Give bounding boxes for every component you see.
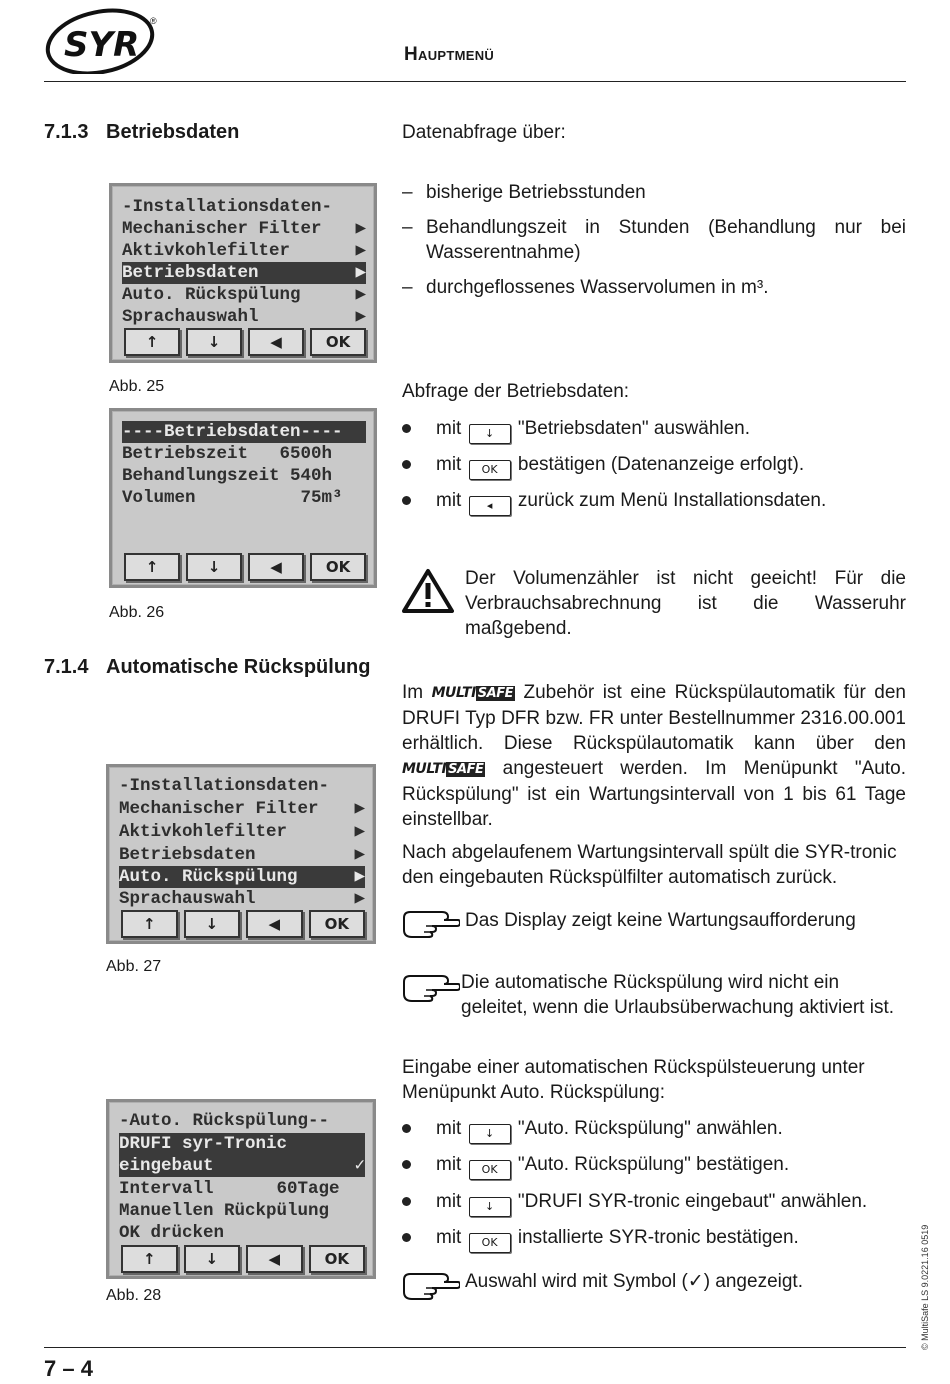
lcd-row: Mechanischer Filter ▶ <box>122 219 366 239</box>
ok-button[interactable]: OK <box>310 328 366 356</box>
ok-button[interactable]: OK <box>310 553 366 581</box>
paragraph-multisafe: Im MULTI SAFE Zubehör ist eine Rückspülautomatik für den DRUFI Typ DFR bzw. FR unter Bestellnummer 2316.00.001 erhältlich. Diese Rückspülautomatik kann über den MULTI SAFE angesteuert werden. Im Menüpunkt "Auto. Rückspülung" ist ein Wartungsintervall von 1 bis 61 Tage einstellbar. <box>402 682 907 830</box>
lcd-button-bar <box>121 910 365 938</box>
lcd-row: -Installationsdaten- <box>119 776 330 796</box>
side-note: © MultiSafe LS 9.0221.16 0519 <box>920 1224 930 1350</box>
abfrage-intro: Abfrage der Betriebsdaten: <box>402 381 630 402</box>
down-key-icon: ↓ <box>469 424 511 444</box>
up-button[interactable]: ↑ <box>121 1245 178 1273</box>
section-number-713: 7.1.3 <box>44 121 89 143</box>
back-button[interactable]: ◀ <box>246 910 303 938</box>
bullet <box>402 460 411 469</box>
section-title-713: Betriebsdaten <box>106 121 240 143</box>
svg-text:®: ® <box>150 16 157 26</box>
lcd-abb28 <box>106 1099 376 1279</box>
pointing-hand-icon <box>402 1270 460 1300</box>
ok-key-icon: OK <box>469 460 511 480</box>
back-button[interactable]: ◀ <box>248 328 304 356</box>
lcd-abb26 <box>109 408 377 588</box>
lcd-row-selected: ----Betriebsdaten---- <box>122 421 366 443</box>
bullet <box>402 1124 411 1133</box>
dash: – <box>402 217 413 238</box>
footer-rule <box>44 1347 906 1348</box>
note-display: Das Display zeigt keine Wartungsaufforderung <box>465 910 856 931</box>
lcd-row-selected: eingebaut ✓ <box>119 1156 365 1176</box>
lcd-row: Sprachauswahl ▶ <box>119 889 365 909</box>
checkmark-icon: ✓ <box>354 1156 365 1176</box>
back-key-icon: ◂ <box>469 496 511 516</box>
warning-icon <box>402 568 454 614</box>
lcd-row: Sprachauswahl ▶ <box>122 307 366 327</box>
section-number-714: 7.1.4 <box>44 656 89 678</box>
down-button[interactable]: ↓ <box>186 553 242 581</box>
back-button[interactable]: ◀ <box>246 1245 303 1273</box>
list-item: Behandlungszeit in Stunden (Behandlung nur bei Wasserentnahme) <box>426 217 906 263</box>
lcd-row: Mechanischer Filter ▶ <box>119 799 365 819</box>
lcd-row-selected: DRUFI syr-Tronic <box>119 1133 365 1155</box>
bullet <box>402 1233 411 1242</box>
datenabfrage-intro: Datenabfrage über: <box>402 122 566 143</box>
note-urlaub: Die automatische Rückspülung wird nicht ein geleitet, wenn die Urlaubsüberwachung aktiviert ist. <box>461 972 895 1018</box>
lcd-abb25 <box>109 183 377 363</box>
step-item: mit OK "Auto. Rückspülung" bestätigen. <box>436 1152 789 1180</box>
eingabe-intro: Eingabe einer automatischen Rückspülsteuerung unter Menüpunkt Auto. Rückspülung: <box>402 1057 865 1103</box>
step-item: mit ↓ "Betriebsdaten" auswählen. <box>436 416 750 444</box>
list-item: durchgeflossenes Wasservolumen in m³. <box>426 277 769 298</box>
step-item: mit OK installierte SYR-tronic bestätigen. <box>436 1225 799 1253</box>
lcd-button-bar <box>124 328 366 356</box>
lcd-row: -Installationsdaten- <box>122 197 333 217</box>
caption-abb26: Abb. 26 <box>109 604 165 621</box>
lcd-row: OK drücken <box>119 1223 225 1243</box>
warning-text: Der Volumenzähler ist nicht geeicht! Für die Verbrauchsabrechnung ist die Wasseruhr maßgebend. <box>465 568 906 639</box>
pointing-hand-icon <box>402 972 460 1002</box>
lcd-row: Behandlungszeit 540h <box>122 466 333 486</box>
bullet <box>402 1160 411 1169</box>
syr-logo <box>44 6 162 74</box>
bullet <box>402 424 411 433</box>
down-key-icon: ↓ <box>469 1197 511 1217</box>
up-button[interactable]: ↑ <box>121 910 178 938</box>
down-key-icon: ↓ <box>469 1124 511 1144</box>
dash: – <box>402 277 413 298</box>
lcd-row: Manuellen Rückpülung <box>119 1201 330 1221</box>
dash: – <box>402 182 413 203</box>
lcd-abb27 <box>106 764 376 944</box>
header-title: Hauptmenü <box>404 44 495 65</box>
multisafe-logo: MULTI SAFE <box>431 685 513 701</box>
note-symbol: Auswahl wird mit Symbol (✓) angezeigt. <box>465 1271 803 1292</box>
caption-abb28: Abb. 28 <box>106 1287 162 1304</box>
lcd-row: -Auto. Rückspülung-- <box>119 1111 330 1131</box>
header-rule <box>44 81 906 82</box>
lcd-row: Intervall 60Tage <box>119 1179 340 1199</box>
step-item: mit ↓ "Auto. Rückspülung" anwählen. <box>436 1116 783 1144</box>
down-button[interactable]: ↓ <box>184 910 241 938</box>
step-item: mit OK bestätigen (Datenanzeige erfolgt). <box>436 452 804 480</box>
caption-abb25: Abb. 25 <box>109 378 165 395</box>
caption-abb27: Abb. 27 <box>106 958 162 975</box>
paragraph-wartung: Nach abgelaufenem Wartungsintervall spült die SYR-tronic den eingebauten Rückspülfilter automatisch zurück. <box>402 842 897 888</box>
bullet <box>402 496 411 505</box>
back-button[interactable]: ◀ <box>248 553 304 581</box>
ok-key-icon: OK <box>469 1160 511 1180</box>
lcd-row: Betriebsdaten ▶ <box>119 845 365 865</box>
bullet <box>402 1197 411 1206</box>
lcd-row: Auto. Rückspülung ▶ <box>122 285 366 305</box>
down-button[interactable]: ↓ <box>184 1245 241 1273</box>
ok-button[interactable]: OK <box>309 910 366 938</box>
lcd-row-selected: Betriebsdaten ▶ <box>122 263 366 283</box>
lcd-row: Aktivkohlefilter ▶ <box>122 241 366 261</box>
up-button[interactable]: ↑ <box>124 328 180 356</box>
ok-key-icon: OK <box>469 1233 511 1253</box>
step-item: mit ◂ zurück zum Menü Installationsdaten. <box>436 488 826 516</box>
section-title-714: Automatische Rückspülung <box>106 656 371 678</box>
ok-button[interactable]: OK <box>309 1245 366 1273</box>
lcd-row-selected: Auto. Rückspülung ▶ <box>119 867 365 887</box>
multisafe-logo: MULTI SAFE <box>402 761 484 777</box>
lcd-button-bar <box>121 1245 365 1273</box>
lcd-row: Betriebszeit 6500h <box>122 444 333 464</box>
list-item: bisherige Betriebsstunden <box>426 182 646 203</box>
page-number: 7 – 4 <box>44 1356 93 1381</box>
pointing-hand-icon <box>402 908 460 938</box>
up-button[interactable]: ↑ <box>124 553 180 581</box>
step-item: mit ↓ "DRUFI SYR-tronic eingebaut" anwählen. <box>436 1189 867 1217</box>
lcd-row: Volumen 75m³ <box>122 488 343 508</box>
lcd-row: Aktivkohlefilter ▶ <box>119 822 365 842</box>
lcd-button-bar <box>124 553 366 581</box>
down-button[interactable]: ↓ <box>186 328 242 356</box>
svg-text:SYR: SYR <box>64 25 140 65</box>
